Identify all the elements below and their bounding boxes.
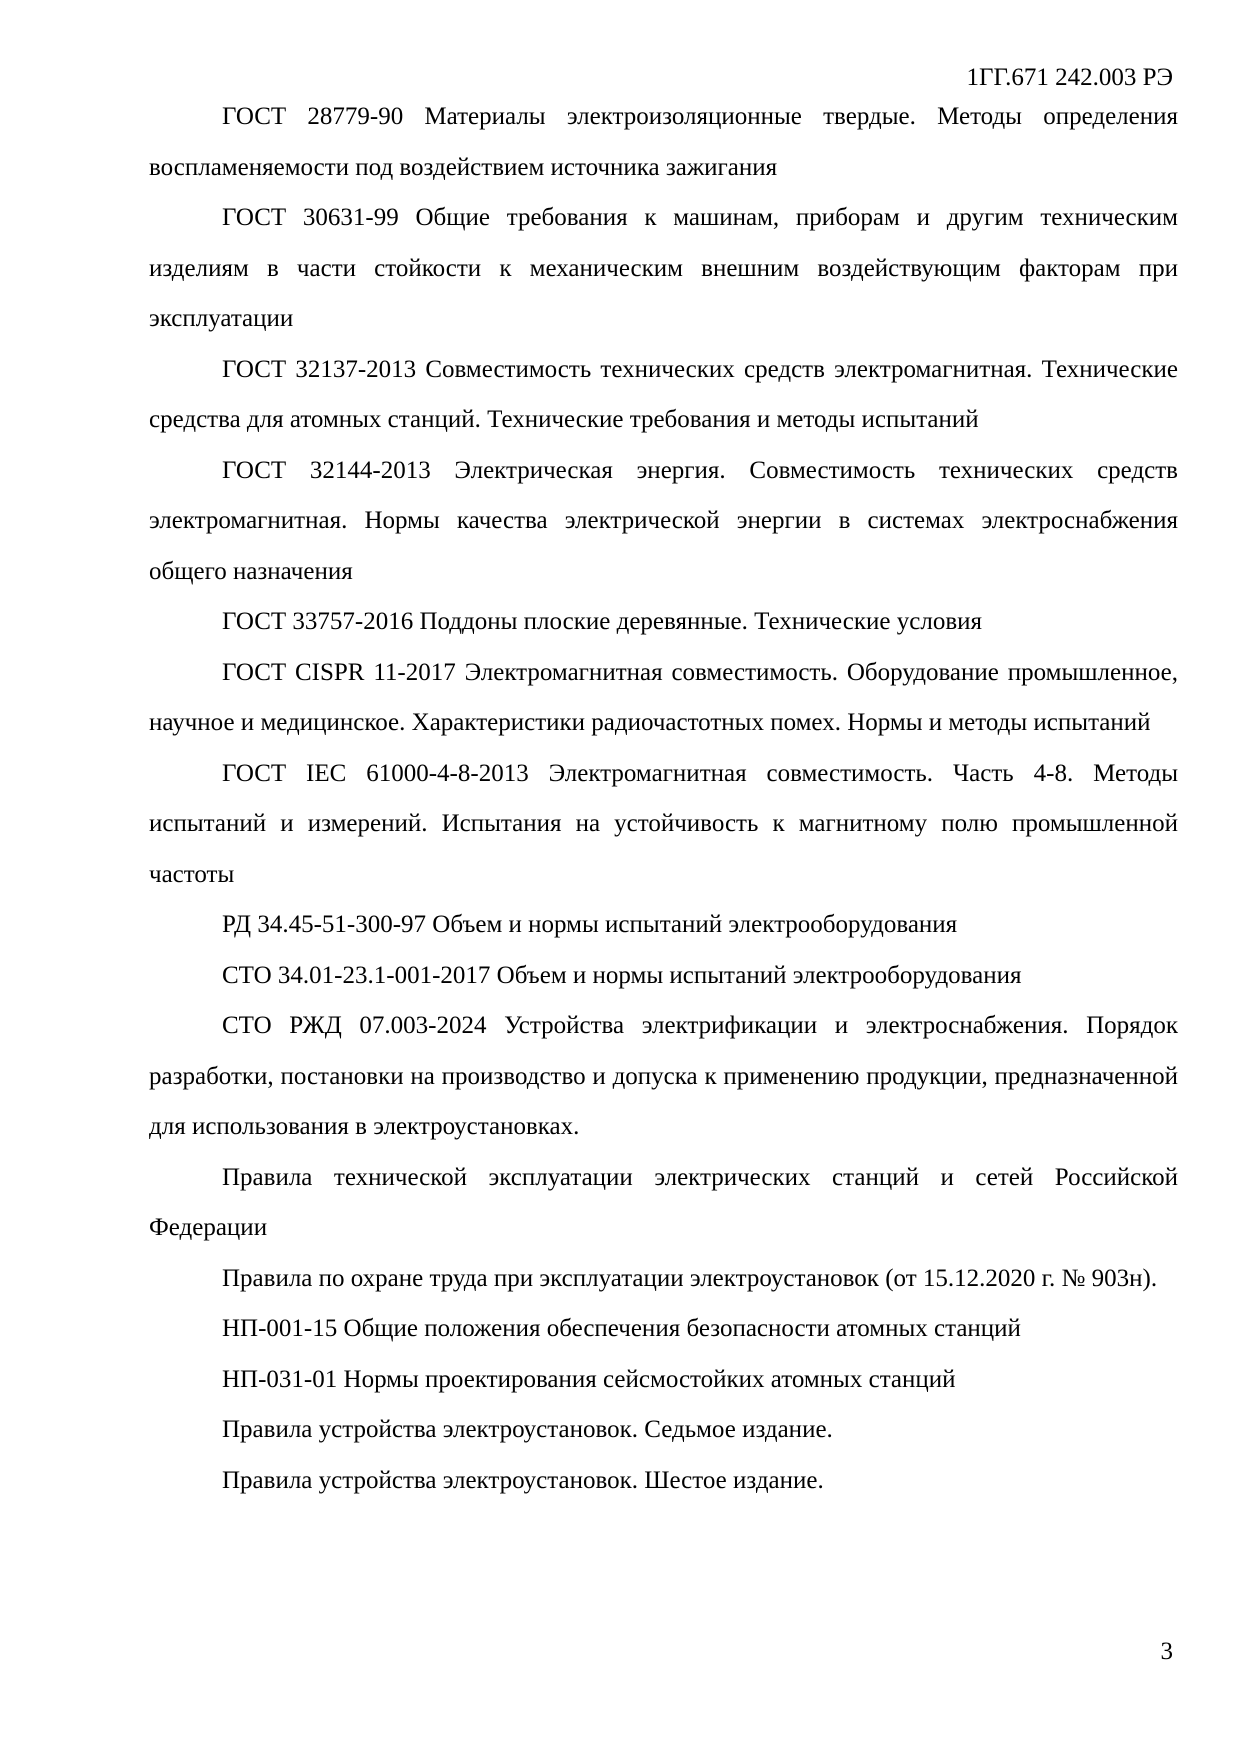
reference-entry: ГОСТ 30631-99 Общие требования к машинам, приборам и другим техническим изделиям в части стойкости к механическим внешним воздействующим факторам при эксплуатации [149,204,1178,332]
reference-entry: ГОСТ 28779-90 Материалы электроизоляционные твердые. Методы определения воспламеняемости под воздействием источника зажигания [149,103,1178,181]
reference-entry: НП-031-01 Нормы проектирования сейсмостойких атомных станций [222,1365,956,1393]
page-number: 3 [1160,1638,1173,1665]
reference-entry: ГОСТ 32137-2013 Совместимость технических средств электромагнитная. Технические средства для атомных станций. Технические требования и методы испытаний [149,355,1178,433]
references-list [149,92,1178,1506]
document-code: 1ГГ.671 242.003 РЭ [966,64,1173,91]
reference-entry: СТО РЖД 07.003-2024 Устройства электрификации и электроснабжения. Порядок разработки, постановки на производство и допуска к применению продукции, предназначенной для использования в электроустановках. [149,1012,1178,1140]
reference-entry: СТО 34.01-23.1-001-2017 Объем и нормы испытаний электрооборудования [222,961,1022,989]
reference-entry: Правила устройства электроустановок. Шестое издание. [222,1466,824,1494]
reference-entry: Правила по охране труда при эксплуатации электроустановок (от 15.12.2020 г. № 903н). [222,1264,1158,1292]
reference-entry: НП-001-15 Общие положения обеспечения безопасности атомных станций [222,1315,1021,1342]
reference-entry: РД 34.45-51-300-97 Объем и нормы испытаний электрооборудования [222,911,958,938]
reference-entry: ГОСТ 32144-2013 Электрическая энергия. Совместимость технических средств электромагнитная. Нормы качества электрической энергии в системах электроснабжения общего назначения [149,456,1178,585]
reference-entry: Правила устройства электроустановок. Седьмое издание. [222,1416,833,1443]
reference-entry: ГОСТ CISPR 11-2017 Электромагнитная совместимость. Оборудование промышленное, научное и медицинское. Характеристики радиочастотных помех. Нормы и методы испытаний [149,658,1178,736]
reference-entry: ГОСТ 33757-2016 Поддоны плоские деревянные. Технические условия [222,608,982,635]
reference-entry: ГОСТ IEC 61000-4-8-2013 Электромагнитная совместимость. Часть 4-8. Методы испытаний и измерений. Испытания на устойчивость к магнитному полю промышленной частоты [149,759,1178,888]
reference-entry: Правила технической эксплуатации электрических станций и сетей Российской Федерации [149,1163,1178,1241]
